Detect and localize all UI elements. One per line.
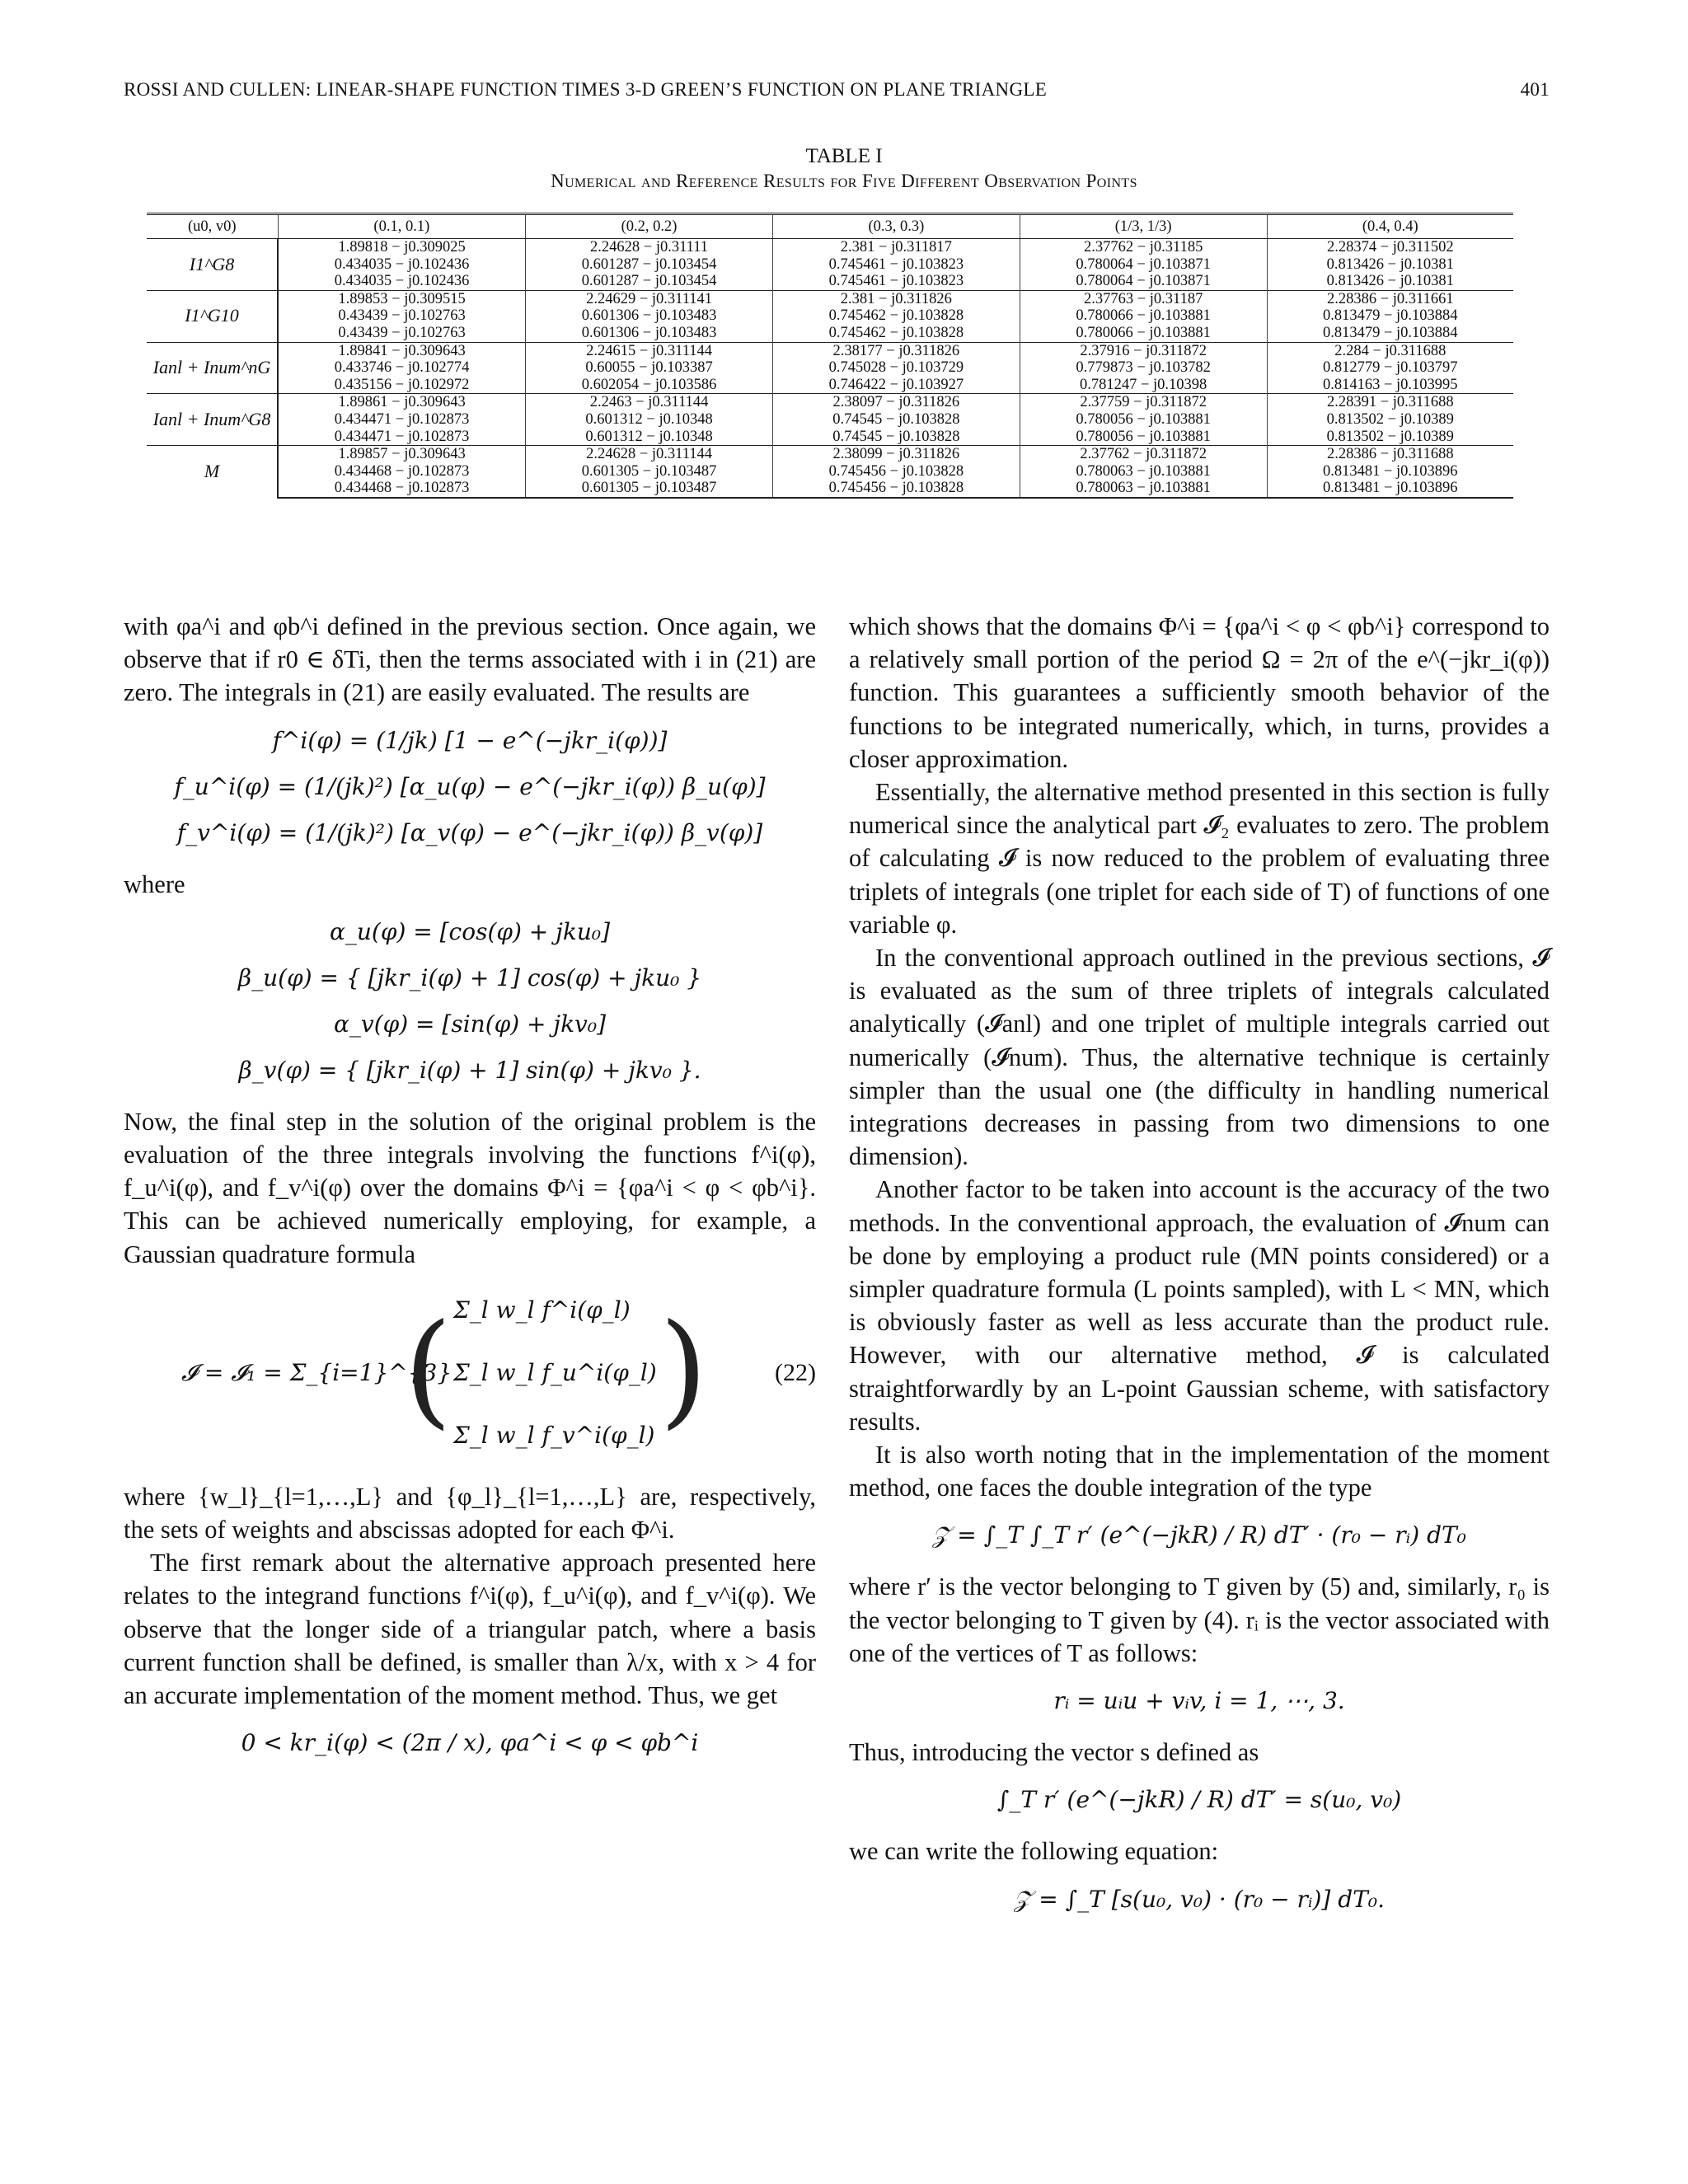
table-cell: 2.381 − j0.311817	[772, 239, 1020, 256]
table-cell: 0.601287 − j0.103454	[526, 256, 773, 274]
table-cell: 0.813426 − j0.10381	[1326, 273, 1454, 290]
table-cell: 0.780056 − j0.103881	[1020, 411, 1267, 429]
paragraph: where {w_l}_{l=1,…,L} and {φ_l}_{l=1,…,L} are, respectively, the sets of weights and abscissas adopted for each Φ^i.	[124, 1482, 816, 1544]
table-cell: 0.43439 − j0.102763	[278, 325, 526, 342]
table-row	[147, 342, 1513, 359]
table-cell: 2.38097 − j0.311826	[772, 394, 1020, 411]
row-group-label: I1^G10	[147, 290, 278, 342]
row-group-label: Ianl + Inum^G8	[147, 394, 278, 446]
table-header-row	[147, 214, 1513, 239]
equation-22-row: Σ_l w_l f_u^i(φ_l)	[453, 1358, 657, 1386]
table-cell: 0.780063 − j0.103881	[1020, 480, 1267, 498]
table-cell: 0.601305 − j0.103487	[526, 480, 773, 498]
table-cell: 2.28374 − j0.311502	[1267, 239, 1513, 256]
table-cell: 0.434468 − j0.102873	[278, 480, 526, 498]
table-caption: Numerical and Reference Results for Five Different Observation Points	[551, 171, 1137, 191]
paragraph: Thus, introducing the vector s defined as	[849, 1738, 1259, 1767]
equation: f_v^i(φ) = (1/(jk)²) [α_v(φ) − e^(−jkr_i(φ)) β_v(φ)]	[176, 818, 763, 846]
table-cell: 0.813502 − j0.10389	[1326, 410, 1454, 428]
table-cell: 2.37916 − j0.311872	[1020, 342, 1267, 359]
equation: 0 < kr_i(φ) < (2π / x), φa^i < φ < φb^i	[241, 1729, 699, 1757]
equation-22-row: Σ_l w_l f_v^i(φ_l)	[453, 1421, 655, 1449]
col-header: (1/3, 1/3)	[1020, 214, 1267, 239]
right-paren: )	[659, 1297, 708, 1441]
table-cell: 2.24615 − j0.311144	[526, 342, 773, 359]
table-cell: 1.89857 − j0.309643	[278, 446, 526, 463]
table-row	[147, 429, 1513, 446]
equation: rᵢ = uᵢu + vᵢv, i = 1, ⋯, 3.	[1053, 1687, 1345, 1715]
table-cell: 0.813481 − j0.103896	[1322, 462, 1458, 480]
table-cell: 0.434035 − j0.102436	[278, 273, 526, 290]
table-cell: 0.812779 − j0.103797	[1322, 359, 1458, 377]
table-cell: 0.434471 − j0.102873	[278, 411, 526, 429]
results-table	[147, 213, 1513, 499]
table-cell: 0.746422 − j0.103927	[772, 377, 1020, 394]
table-cell: 2.28386 − j0.311688	[1267, 446, 1513, 463]
table-cell: 2.38177 − j0.311826	[772, 342, 1020, 359]
table-cell: 0.813426 − j0.10381	[1326, 255, 1454, 273]
table-cell: 0.780056 − j0.103881	[1020, 429, 1267, 446]
equation-ri	[849, 1678, 1550, 1724]
table-cell: 0.434468 − j0.102873	[278, 463, 526, 480]
table-cell: 2.24628 − j0.31111	[526, 239, 773, 256]
equation: f^i(φ) = (1/jk) [1 − e^(−jkr_i(φ))]	[272, 726, 668, 754]
table-cell: 0.74545 − j0.103828	[772, 429, 1020, 446]
table-cell: 0.813502 − j0.10389	[1326, 428, 1454, 445]
equation: 𝒵 = ∫_T ∫_T r′ (e^(−jkR) / R) dT′ · (r₀ − rᵢ) dT₀	[932, 1521, 1466, 1549]
table-cell: 2.37759 − j0.311872	[1020, 394, 1267, 411]
table-row	[147, 325, 1513, 342]
table-cell: 0.745456 − j0.103828	[772, 480, 1020, 498]
equation-22-lhs: 𝓘 = 𝓘₁ = Σ_{i=1}^{3}	[181, 1358, 452, 1386]
table-cell: 0.780066 − j0.103881	[1020, 307, 1267, 325]
equation-s	[849, 1777, 1550, 1823]
table-cell: 0.433746 − j0.102774	[278, 359, 526, 377]
table-row	[147, 446, 1513, 463]
paragraph: which shows that the domains Φ^i = {φa^i < φ < φb^i} correspond to a relatively small portion of the period Ω = 2π of the e^(−jkr_i(φ)) function. This guarantees a sufficiently smooth behavior of the functions to be integrated numerically, which, in turns, provides a closer approximation.	[849, 612, 1550, 773]
paragraph: Now, the final step in the solution of the original problem is the evaluation of the three integrals involving the functions f^i(φ), f_u^i(φ), and f_v^i(φ) over the domains Φ^i = {φa^i < φ < φb^i}. This can be achieved numerically employing, for example, a Gaussian quadrature formula	[124, 1107, 816, 1268]
paragraph: Essentially, the alternative method presented in this section is fully numerical since the analytical part 𝓘₂ evaluates to zero. The problem of calculating 𝓘 is now reduced to the problem of evaluating three triplets of integrals (one triplet for each side of T) of functions of one variable φ.	[849, 778, 1550, 939]
table-cell: 0.601312 − j0.10348	[526, 411, 773, 429]
table-cell: 0.60055 − j0.103387	[526, 359, 773, 377]
right-column	[849, 610, 1550, 1934]
paragraph: It is also worth noting that in the implementation of the moment method, one faces the double integration of the type	[849, 1441, 1550, 1502]
table-row	[147, 411, 1513, 429]
table-cell: 0.745462 − j0.103828	[772, 325, 1020, 342]
table-row	[147, 239, 1513, 256]
paragraph: with φa^i and φb^i defined in the previous section. Once again, we observe that if r0 ∈ δTi, then the terms associated with i in (21) are zero. The integrals in (21) are easily evaluated. The results are	[124, 612, 816, 707]
running-header	[124, 79, 1550, 112]
paragraph: where	[124, 869, 185, 898]
table-cell: 1.89861 − j0.309643	[278, 394, 526, 411]
left-paren: (	[404, 1297, 452, 1441]
table-row	[147, 290, 1513, 307]
equation-22	[124, 1279, 816, 1469]
equation-bound	[124, 1720, 816, 1766]
table-row	[147, 359, 1513, 377]
table-cell: 0.601287 − j0.103454	[526, 273, 773, 290]
table-cell: 0.779873 − j0.103782	[1020, 359, 1267, 377]
table-row	[147, 307, 1513, 325]
paragraph: Another factor to be taken into account is the accuracy of the two methods. In the conventional approach, the evaluation of 𝓘num can be done by employing a product rule (MN points considered) or a simpler quadrature formula (L points sampled), with L < MN, which is obviously faster as well as less accurate than the product rule. However, with our alternative method, 𝓘 is calculated straightforwardly by an L-point Gaussian scheme, with satisfactory results.	[849, 1175, 1550, 1436]
paragraph: where r′ is the vector belonging to T given by (5) and, similarly, r₀ is the vector belonging to T given by (4). rᵢ is the vector associated with one of the vertices of T as follows:	[849, 1572, 1550, 1667]
table-cell: 2.37763 − j0.31187	[1020, 290, 1267, 307]
table-row	[147, 273, 1513, 290]
running-title: ROSSI AND CULLEN: LINEAR-SHAPE FUNCTION TIMES 3-D GREEN’S FUNCTION ON PLANE TRIANGLE	[124, 79, 1048, 100]
table-cell: 1.89853 − j0.309515	[278, 290, 526, 307]
table-cell: 0.602054 − j0.103586	[526, 377, 773, 394]
equation-number: (22)	[775, 1358, 816, 1386]
equation: α_u(φ) = [cos(φ) + jku₀]	[329, 917, 611, 945]
table-cell: 0.745028 − j0.103729	[772, 359, 1020, 377]
left-column	[124, 610, 816, 1778]
table-row	[147, 256, 1513, 274]
equation: 𝒵 = ∫_T [s(u₀, v₀) · (r₀ − rᵢ)] dT₀.	[1014, 1885, 1385, 1913]
row-group-label: I1^G8	[147, 239, 278, 291]
table-cell: 0.601305 − j0.103487	[526, 463, 773, 480]
table-cell: 0.43439 − j0.102763	[278, 307, 526, 325]
equation: f_u^i(φ) = (1/(jk)²) [α_u(φ) − e^(−jkr_i(φ)) β_u(φ)]	[174, 772, 766, 800]
table-cell: 0.745456 − j0.103828	[772, 463, 1020, 480]
table-row	[147, 377, 1513, 394]
table-cell: 0.601306 − j0.103483	[526, 325, 773, 342]
table-cell: 1.89841 − j0.309643	[278, 342, 526, 359]
row-group-label: M	[147, 446, 278, 498]
table-cell: 2.37762 − j0.31185	[1020, 239, 1267, 256]
table-cell: 0.601306 − j0.103483	[526, 307, 773, 325]
table-cell: 0.74545 − j0.103828	[772, 411, 1020, 429]
table-cell: 0.745462 − j0.103828	[772, 307, 1020, 325]
table-cell: 0.601312 − j0.10348	[526, 429, 773, 446]
table-cell: 0.780063 − j0.103881	[1020, 463, 1267, 480]
equation-22-row: Σ_l w_l f^i(φ_l)	[453, 1296, 631, 1324]
equation: β_u(φ) = { [jkr_i(φ) + 1] cos(φ) + jku₀ }	[237, 963, 702, 991]
table-cell: 2.284 − j0.311688	[1267, 342, 1513, 359]
table-cell: 0.780066 − j0.103881	[1020, 325, 1267, 342]
row-group-label: Ianl + Inum^nG	[147, 342, 278, 394]
equation-f-block	[124, 718, 816, 856]
table-cell: 0.814163 − j0.103995	[1322, 376, 1458, 393]
table-cell: 2.24629 − j0.311141	[526, 290, 773, 307]
table-cell: 2.381 − j0.311826	[772, 290, 1020, 307]
table-cell: 2.2463 − j0.311144	[526, 394, 773, 411]
table-row	[147, 394, 1513, 411]
equation: β_v(φ) = { [jkr_i(φ) + 1] sin(φ) + jkv₀ }.	[238, 1056, 701, 1084]
col-header: (0.1, 0.1)	[278, 214, 526, 239]
table-cell: 0.434035 − j0.102436	[278, 256, 526, 274]
table-cell: 0.435156 − j0.102972	[278, 377, 526, 394]
paragraph: The first remark about the alternative approach presented here relates to the integrand functions f^i(φ), f_u^i(φ), and f_v^i(φ). We observe that the longer side of a triangular patch, where a basis current function shall be defined, is smaller than λ/x, with x > 4 for an accurate implementation of the moment method. Thus, we get	[124, 1549, 816, 1710]
table-cell: 2.28391 − j0.311688	[1267, 394, 1513, 411]
table-cell: 0.781247 − j0.10398	[1020, 377, 1267, 394]
col-header: (0.4, 0.4)	[1267, 214, 1513, 239]
table-cell: 0.813481 − j0.103896	[1267, 480, 1513, 498]
equation-z1	[849, 1512, 1550, 1558]
table-cell: 2.28386 − j0.311661	[1267, 290, 1513, 307]
table-label: TABLE I	[805, 145, 883, 167]
table-cell: 2.37762 − j0.311872	[1020, 446, 1267, 463]
table-cell: 0.780064 − j0.103871	[1020, 256, 1267, 274]
table-cell: 2.38099 − j0.311826	[772, 446, 1020, 463]
col-header: (0.3, 0.3)	[772, 214, 1020, 239]
corner-header: (u0, v0)	[147, 214, 278, 239]
equation-alpha-beta-block	[124, 909, 816, 1094]
table-row	[147, 463, 1513, 480]
paragraph: In the conventional approach outlined in the previous sections, 𝓘 is evaluated as the sum of three triplets of integrals calculated analytically (𝓘anl) and one triplet of multiple integrals carried out numerically (𝓘num). Thus, the alternative technique is certainly simpler than the usual one (the difficulty in handling numerical integrations decreases in passing from two dimensions to one dimension).	[849, 944, 1550, 1171]
table-cell: 0.813479 − j0.103884	[1322, 307, 1458, 325]
table-cell: 2.24628 − j0.311144	[526, 446, 773, 463]
table-cell: 0.813479 − j0.103884	[1322, 324, 1458, 341]
table-cell: 0.745461 − j0.103823	[772, 256, 1020, 274]
equation: α_v(φ) = [sin(φ) + jkv₀]	[333, 1010, 607, 1038]
paragraph: we can write the following equation:	[849, 1837, 1219, 1866]
page-number: 401	[1520, 79, 1550, 100]
table-cell: 0.434471 − j0.102873	[278, 429, 526, 446]
table-cell: 1.89818 − j0.309025	[278, 239, 526, 256]
table-row	[147, 480, 1513, 498]
equation: ∫_T r′ (e^(−jkR) / R) dT′ = s(u₀, v₀)	[996, 1786, 1402, 1814]
table-cell: 0.745461 − j0.103823	[772, 273, 1020, 290]
equation-z2	[849, 1877, 1550, 1923]
col-header: (0.2, 0.2)	[526, 214, 773, 239]
table-cell: 0.780064 − j0.103871	[1020, 273, 1267, 290]
